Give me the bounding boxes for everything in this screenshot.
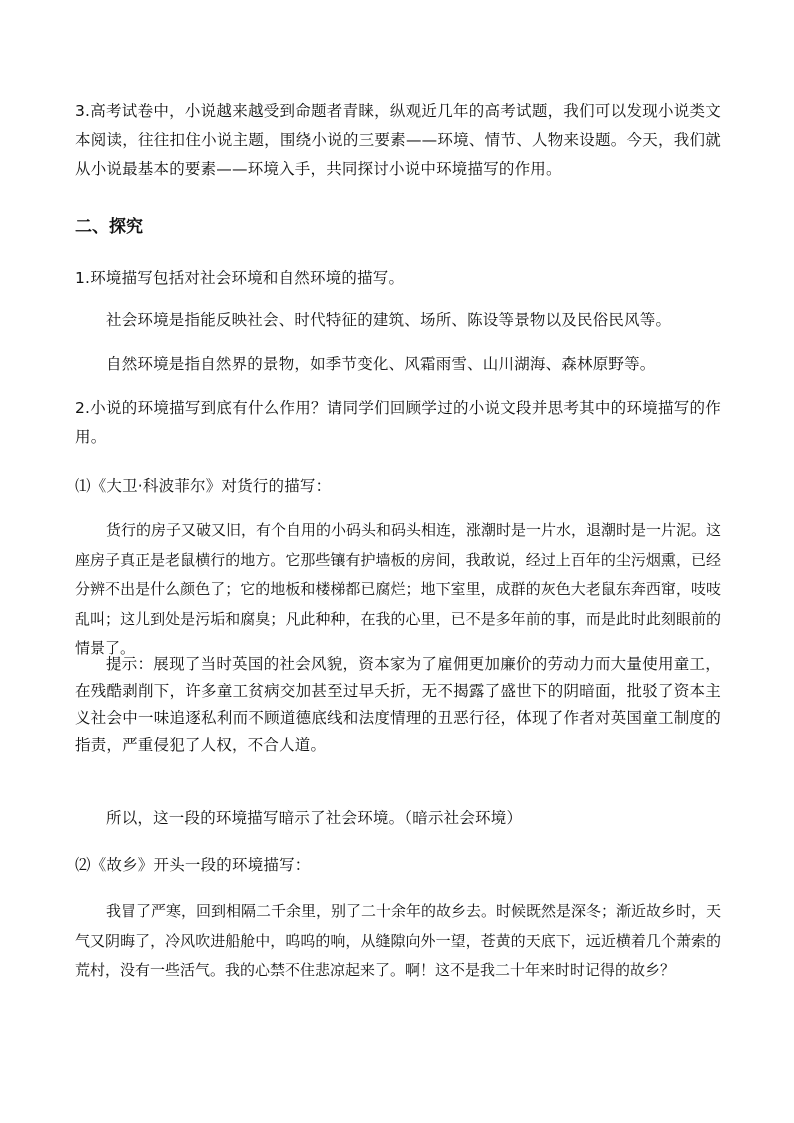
intro-paragraph-3: 3.高考试卷中，小说越来越受到命题者青睐，纵观近几年的高考试题，我们可以发现小说类文本阅读，往往扣住小说主题，围绕小说的三要素——环境、情节、人物来设题。今天，我们就从小说最基本的要素——环境入手，共同探讨小说中环境描写的作用。 [75, 102, 721, 178]
example-2-quote: 我冒了严寒，回到相隔二千余里，别了二十余年的故乡去。时候既然是深冬；渐近故乡时，天气又阴晦了，冷风吹进船舱中，呜呜的响，从缝隙向外一望，苍黄的天底下，远近横着几个萧索的荒村，没有一些活气。我的心禁不住悲凉起来了。啊！这不是我二十年来时时记得的故乡？ [75, 902, 722, 979]
example-1-quote: 货行的房子又破又旧，有个自用的小码头和码头相连，涨潮时是一片水，退潮时是一片泥。这座房子真正是老鼠横行的地方。它那些镶有护墙板的房间，我敢说，经过上百年的尘污烟熏，已经分辨不出是什么颜色了；它的地板和楼梯都已腐烂；地下室里，成群的灰色大老鼠东奔西窜，吱吱乱叫；这儿到处是污垢和腐臭；凡此种种，在我的心里，已不是多年前的事，而是此时此刻眼前的情景了。 [75, 521, 722, 657]
example-1-conclusion: 所以，这一段的环境描写暗示了社会环境。（暗示社会环境） [106, 809, 523, 827]
example-1-hint: 提示：展现了当时英国的社会风貌，资本家为了雇佣更加廉价的劳动力而大量使用童工，在残酷剥削下，许多童工贫病交加甚至过早夭折，无不揭露了盛世下的阴暗面，批驳了资本主义社会中一味追逐私利而不顾道德底线和法度情理的丑恶行径，体现了作者对英国童工制度的指责，严重侵犯了人权，不合人道。 [75, 655, 721, 754]
social-environment-definition: 社会环境是指能反映社会、时代特征的建筑、场所、陈设等景物以及民俗民风等。 [106, 311, 672, 329]
natural-environment-definition: 自然环境是指自然界的景物，如季节变化、风霜雨雪、山川湖海、森林原野等。 [106, 355, 656, 373]
example-1-label: ⑴《大卫·科波菲尔》对货行的描写： [75, 477, 332, 495]
point-1-text: 1.环境描写包括对社会环境和自然环境的描写。 [75, 269, 405, 287]
example-2-label: ⑵《故乡》开头一段的环境描写： [75, 856, 311, 874]
section-heading-explore: 二、探究 [75, 217, 143, 237]
point-2-text: 2.小说的环境描写到底有什么作用？请同学们回顾学过的小说文段并思考其中的环境描写的作用。 [75, 399, 721, 446]
